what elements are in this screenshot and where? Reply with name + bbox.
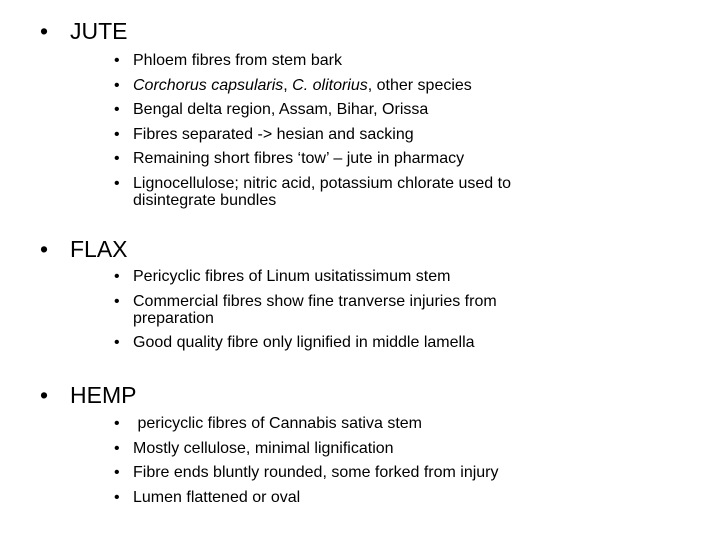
item-text [133,149,511,169]
bullet-list-hemp [114,414,499,512]
item-text-part: Fibre ends bluntly rounded, some forked from injury [133,464,499,481]
bullet-icon: • [114,268,120,285]
item-text-part: Remaining short fibres ‘tow’ – jute in pharmacy [133,150,465,167]
item-text-part: Phloem fibres from stem bark [133,52,342,69]
item-text-part: , other species [367,76,472,94]
item-line [133,125,511,145]
item-line [133,488,499,508]
item-line [133,149,511,169]
list-item [114,333,497,353]
list-item [114,125,511,145]
item-text-part: Lumen flattened or oval [133,488,301,506]
item-text-part: Fibres separated -> hesian and sacking [133,125,414,143]
bullet-icon: • [114,334,120,351]
bullet-icon: • [114,101,120,118]
item-text [133,439,499,459]
list-item [114,488,499,508]
item-text [133,488,499,508]
bullet-icon: • [114,415,120,432]
list-item [114,76,511,96]
heading-text: FLAX [70,236,128,262]
list-item [114,149,511,169]
item-text [133,463,499,483]
item-line [133,267,497,287]
bullet-icon: • [114,125,120,143]
list-item [114,174,511,211]
list-item [114,414,499,434]
item-text-part: Mostly cellulose, minimal lignification [133,439,394,457]
item-line [133,414,499,434]
item-text-part: Bengal delta region, Assam, Bihar, Orissa [133,101,429,118]
list-item [114,439,499,459]
item-text-italic: C. olitorius [292,76,368,94]
bullet-icon: • [114,464,120,481]
bullet-icon: • [114,174,120,192]
item-text-part: preparation [133,309,214,327]
item-text [133,267,497,287]
item-text-part: Good quality fibre only lignified in middle lamella [133,334,475,351]
list-item [114,267,497,287]
list-item [114,51,511,71]
item-text [133,292,497,329]
bullet-list-flax [114,267,497,358]
item-text [133,333,497,353]
item-text [133,51,511,71]
list-item [114,292,497,329]
list-item [114,463,499,483]
item-text-part: Lignocellulose; nitric acid, potassium chlorate used to [133,174,511,192]
item-text [133,76,511,96]
item-line [133,191,511,211]
heading-text: HEMP [70,382,137,408]
bullet-icon: • [40,382,49,408]
heading-text: JUTE [70,18,128,44]
item-line [133,463,499,483]
item-line [133,100,511,120]
bullet-icon: • [114,150,120,167]
bullet-icon: • [114,488,120,506]
item-line [133,309,497,329]
item-text [133,100,511,120]
item-text-part: , [283,76,293,94]
item-text [133,414,499,434]
item-line [133,76,511,96]
item-text-part: pericyclic fibres of Cannabis sativa stem [133,415,422,432]
bullet-icon: • [114,76,120,94]
bullet-icon: • [114,292,120,310]
item-text-italic: Corchorus capsularis [133,76,284,94]
bullet-icon: • [40,18,49,44]
item-text-part: disintegrate bundles [133,191,277,209]
item-text [133,125,511,145]
bullet-icon: • [40,236,49,262]
item-line [133,333,497,353]
item-text [133,174,511,211]
bullet-list-jute [114,51,511,215]
item-text-part: Pericyclic fibres of Linum usitatissimum stem [133,268,451,285]
item-line [133,51,511,71]
bullet-icon: • [114,439,120,457]
item-line [133,439,499,459]
bullet-icon: • [114,52,120,69]
list-item [114,100,511,120]
item-text-part: Commercial fibres show fine tranverse injuries from [133,292,497,310]
